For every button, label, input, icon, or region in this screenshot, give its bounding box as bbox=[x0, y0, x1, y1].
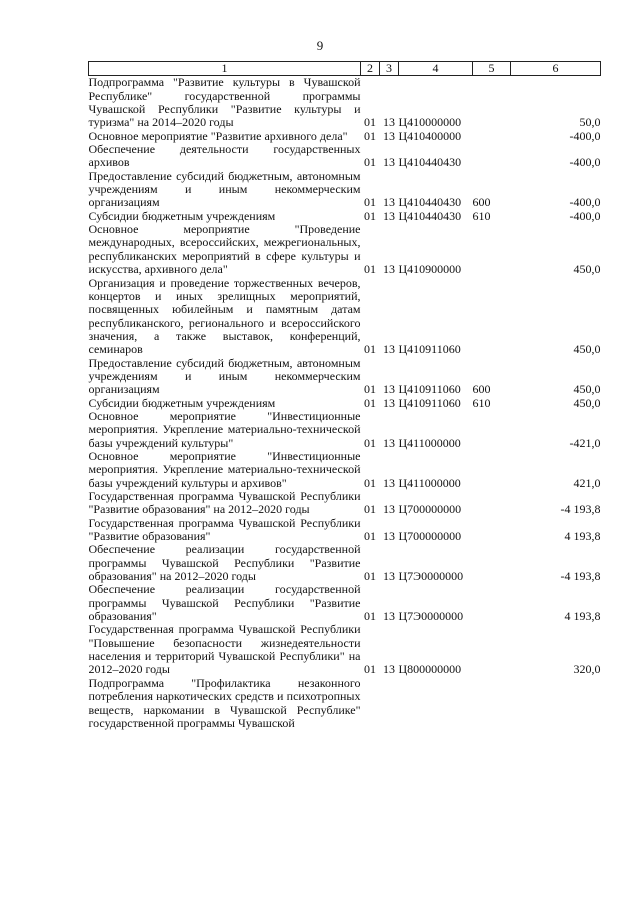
row-expense-type bbox=[473, 410, 511, 450]
table-row bbox=[89, 517, 601, 544]
row-amount: 450,0 bbox=[573, 395, 601, 410]
row-amount: 450,0 bbox=[573, 342, 601, 357]
row-name: Основное мероприятие "Проведение международных, всероссийских, межрегиональных, республиканских мероприятий в сфере культуры и искусства, архивного дела" bbox=[88, 222, 361, 277]
column-header: 1 bbox=[89, 62, 361, 76]
row-amount: 4 193,8 bbox=[564, 609, 601, 624]
row-name: Организация и проведение торжественных вечеров, концертов и иных зрелищных мероприятий, посвященных юбилейным и памятным датам республиканского, регионального и всероссийского значения, а также выставок, конференций, семинаров bbox=[88, 275, 361, 357]
row-expense-type bbox=[473, 223, 511, 276]
row-amount: 450,0 bbox=[573, 382, 601, 397]
row-section: 01 bbox=[364, 115, 376, 130]
row-name: Подпрограмма "Развитие культуры в Чувашской Республике" государственной программы Чувашской Республики "Развитие культуры и туризма" на 2014–2020 годы bbox=[88, 75, 361, 130]
row-name: Обеспечение реализации государственной программы Чувашской Республики "Развитие образования" на 2012–2020 годы bbox=[88, 542, 361, 584]
row-section: 01 bbox=[364, 395, 376, 410]
table-row bbox=[89, 450, 601, 490]
row-subsection: 13 bbox=[383, 208, 395, 223]
row-amount: -400,0 bbox=[569, 195, 601, 210]
row-section: 01 bbox=[364, 609, 376, 624]
row-amount: 50,0 bbox=[579, 115, 601, 130]
table-row bbox=[89, 397, 601, 410]
row-name: Государственная программа Чувашской Республики "Развитие образования" на 2012–2020 годы bbox=[88, 489, 361, 517]
row-amount: 4 193,8 bbox=[564, 529, 601, 544]
row-target-code: Ц411000000 bbox=[398, 475, 461, 490]
column-header: 2 bbox=[361, 62, 380, 76]
column-header: 5 bbox=[473, 62, 511, 76]
row-name: Обеспечение деятельности государственных архивов bbox=[88, 142, 361, 170]
row-target-code: Ц800000000 bbox=[398, 662, 462, 677]
row-name: Субсидии бюджетным учреждениям bbox=[88, 208, 276, 223]
row-amount: -4 193,8 bbox=[560, 502, 601, 517]
row-expense-type: 610 bbox=[472, 395, 491, 410]
table-row bbox=[89, 223, 601, 276]
row-target-code: Ц411000000 bbox=[398, 435, 461, 450]
row-target-code: Ц410400000 bbox=[398, 128, 462, 143]
row-expense-type bbox=[473, 450, 511, 490]
row-subsection: 13 bbox=[383, 435, 395, 450]
row-name: Предоставление субсидий бюджетным, автономным учреждениям и иным некоммерческим организациям bbox=[88, 168, 361, 210]
page-number: 9 bbox=[316, 38, 324, 53]
table-row bbox=[89, 543, 601, 583]
row-subsection: 13 bbox=[383, 115, 395, 130]
row-amount: 421,0 bbox=[573, 475, 601, 490]
row-target-code: Ц410900000 bbox=[398, 262, 462, 277]
row-subsection: 13 bbox=[383, 395, 395, 410]
row-target-code: Ц700000000 bbox=[398, 502, 462, 517]
row-subsection: 13 bbox=[383, 502, 395, 517]
row-expense-type: 600 bbox=[472, 195, 491, 210]
row-expense-type bbox=[473, 677, 511, 730]
table-row bbox=[89, 357, 601, 397]
row-target-code: Ц410911060 bbox=[398, 382, 461, 397]
table-row bbox=[89, 277, 601, 357]
row-name: Субсидии бюджетным учреждениям bbox=[88, 395, 276, 410]
row-amount: -421,0 bbox=[569, 435, 601, 450]
table-row bbox=[89, 623, 601, 676]
row-section: 01 bbox=[364, 128, 376, 143]
row-expense-type bbox=[473, 143, 511, 170]
row-amount: -4 193,8 bbox=[560, 569, 601, 584]
row-target-code: Ц410440430 bbox=[398, 208, 462, 223]
row-section: 01 bbox=[364, 435, 376, 450]
row-name: Основное мероприятие "Развитие архивного дела" bbox=[88, 128, 348, 143]
row-expense-type bbox=[473, 583, 511, 623]
row-expense-type bbox=[473, 277, 511, 357]
row-section: 01 bbox=[364, 208, 376, 223]
row-expense-type bbox=[473, 490, 511, 517]
table-row bbox=[89, 130, 601, 143]
row-expense-type bbox=[473, 517, 511, 544]
row-amount bbox=[511, 677, 601, 730]
row-subsection: 13 bbox=[383, 128, 395, 143]
row-section: 01 bbox=[364, 475, 376, 490]
row-subsection: 13 bbox=[383, 342, 395, 357]
row-section: 01 bbox=[364, 502, 376, 517]
row-target-code: Ц410440430 bbox=[398, 155, 462, 170]
row-section: 01 bbox=[364, 195, 376, 210]
row-name: Государственная программа Чувашской Республики "Повышение безопасности жизнедеятельности населения и территорий Чувашской Республики" на 2012–2020 годы bbox=[88, 622, 361, 677]
row-subsection: 13 bbox=[383, 569, 395, 584]
row-amount: -400,0 bbox=[569, 128, 601, 143]
row-expense-type bbox=[473, 623, 511, 676]
row-subsection: 13 bbox=[383, 262, 395, 277]
row-expense-type: 610 bbox=[472, 208, 491, 223]
row-target-code: Ц410911060 bbox=[398, 342, 461, 357]
row-section: 01 bbox=[364, 662, 376, 677]
table-row bbox=[89, 490, 601, 517]
table-row bbox=[89, 143, 601, 170]
row-section: 01 bbox=[364, 382, 376, 397]
row-subsection: 13 bbox=[383, 609, 395, 624]
row-subsection: 13 bbox=[383, 529, 395, 544]
table-row bbox=[89, 677, 601, 730]
table-row bbox=[89, 583, 601, 623]
row-amount: 320,0 bbox=[573, 662, 601, 677]
row-amount: -400,0 bbox=[569, 208, 601, 223]
row-name: Государственная программа Чувашской Республики "Развитие образования" bbox=[88, 515, 361, 544]
row-amount: -400,0 bbox=[569, 155, 601, 170]
table-row bbox=[89, 170, 601, 210]
row-section: 01 bbox=[364, 529, 376, 544]
table-body bbox=[89, 76, 601, 730]
table-row bbox=[89, 410, 601, 450]
row-section: 01 bbox=[364, 342, 376, 357]
row-subsection: 13 bbox=[383, 382, 395, 397]
row-expense-type bbox=[473, 76, 511, 130]
row-subsection: 13 bbox=[383, 475, 395, 490]
row-section bbox=[361, 677, 380, 730]
row-section: 01 bbox=[364, 262, 376, 277]
row-name: Обеспечение реализации государственной программы Чувашской Республики "Развитие образования" bbox=[88, 582, 361, 624]
row-name: Основное мероприятие "Инвестиционные мероприятия. Укрепление материально-технической базы учреждений культуры и архивов" bbox=[88, 448, 361, 490]
table-row bbox=[89, 76, 601, 130]
row-name: Предоставление субсидий бюджетным, автономным учреждениям и иным некоммерческим организациям bbox=[88, 355, 361, 397]
column-header: 4 bbox=[399, 62, 473, 76]
row-expense-type bbox=[473, 130, 511, 143]
table-header-row bbox=[89, 62, 601, 76]
row-target-code: Ц410911060 bbox=[398, 395, 461, 410]
row-section: 01 bbox=[364, 569, 376, 584]
row-subsection: 13 bbox=[383, 662, 395, 677]
row-subsection: 13 bbox=[383, 155, 395, 170]
row-section: 01 bbox=[364, 155, 376, 170]
row-subsection bbox=[380, 677, 399, 730]
column-header: 3 bbox=[380, 62, 399, 76]
row-name: Подпрограмма "Профилактика незаконного потребления наркотических средств и психотропных веществ, наркомании в Чувашской Республике" государственной программы Чувашской bbox=[88, 675, 361, 730]
budget-table bbox=[88, 61, 601, 730]
row-target-code bbox=[399, 677, 473, 730]
row-target-code: Ц7Э0000000 bbox=[398, 569, 464, 584]
row-expense-type: 600 bbox=[472, 382, 491, 397]
row-expense-type bbox=[473, 543, 511, 583]
table-row bbox=[89, 210, 601, 223]
row-target-code: Ц700000000 bbox=[398, 529, 462, 544]
row-target-code: Ц7Э0000000 bbox=[398, 609, 464, 624]
row-amount: 450,0 bbox=[573, 262, 601, 277]
row-name: Основное мероприятие "Инвестиционные мероприятия. Укрепление материально-технической базы учреждений культуры" bbox=[88, 408, 361, 450]
column-header: 6 bbox=[511, 62, 601, 76]
row-subsection: 13 bbox=[383, 195, 395, 210]
row-target-code: Ц410440430 bbox=[398, 195, 462, 210]
row-target-code: Ц410000000 bbox=[398, 115, 462, 130]
